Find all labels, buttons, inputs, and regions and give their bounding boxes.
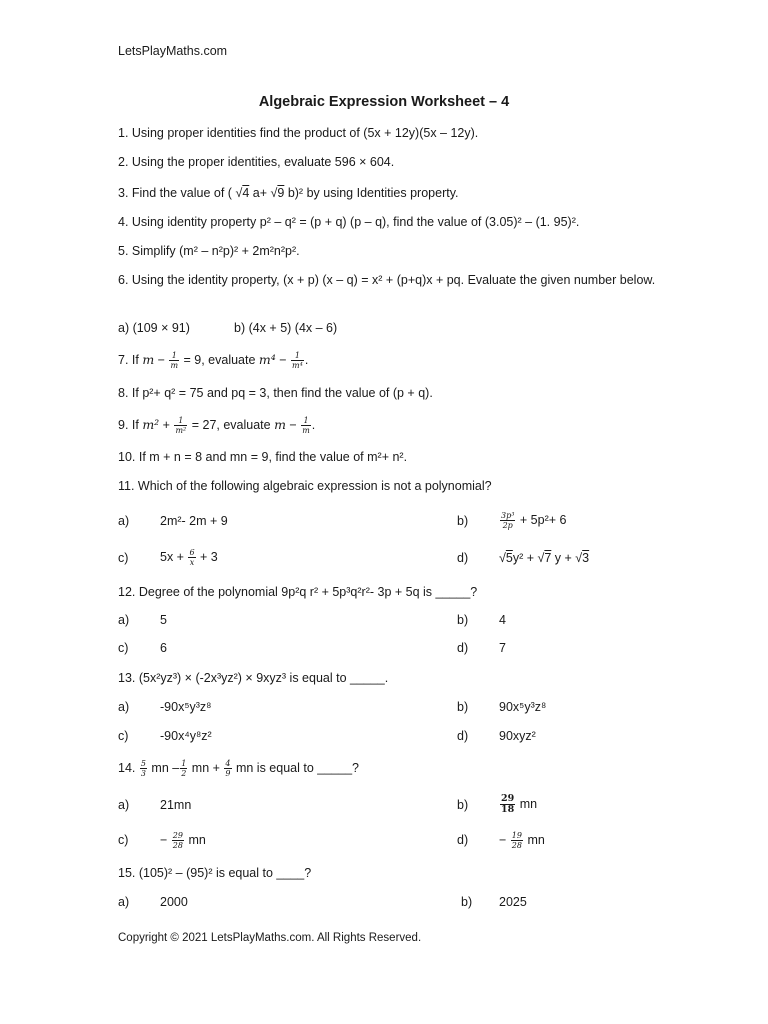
q14-value-a: 21mn bbox=[160, 798, 192, 812]
question-13: 13. (5x²yz³) × (-2x³yz²) × 9xyz³ is equal to _____. bbox=[118, 671, 389, 685]
q13-value-b: 90x⁵y³z⁸ bbox=[499, 700, 547, 714]
q13-label-c: c) bbox=[118, 729, 129, 743]
q12-label-a: a) bbox=[118, 613, 130, 627]
q12-label-d: d) bbox=[457, 641, 469, 655]
q14-label-b: b) bbox=[457, 798, 469, 812]
question-6: 6. Using the identity property, (x + p) (x – q) = x² + (p+q)x + pq. Evaluate the given number below. bbox=[118, 273, 656, 287]
q12-value-c: 6 bbox=[160, 641, 167, 655]
sqrt-icon: √ bbox=[575, 551, 583, 565]
q12-value-a: 5 bbox=[160, 613, 167, 627]
q15-label-a: a) bbox=[118, 895, 130, 909]
q13-label-d: d) bbox=[457, 729, 469, 743]
q14-label-d: d) bbox=[457, 833, 469, 847]
q15-value-a: 2000 bbox=[160, 895, 188, 909]
sqrt-icon: √ bbox=[270, 186, 278, 200]
question-14: 14. $\frac{5}{3}$ mn – $\frac{1}{2}$ mn + $\frac{4}{9}$ mn is equal to _____? bbox=[118, 759, 359, 779]
q11-value-c: 5x + $\frac{6}{x}$ + 3 bbox=[160, 548, 218, 568]
copyright-footer: Copyright © 2021 LetsPlayMaths.com. All Rights Reserved. bbox=[118, 932, 422, 944]
question-9: 9. If m² + $\frac{1}{\text{m²}}$ = 27, evaluate m − $\frac{1}{m}$ . bbox=[118, 416, 316, 436]
question-1: 1. Using proper identities find the product of (5x + 12y)(5x – 12y). bbox=[118, 126, 479, 140]
q12-value-b: 4 bbox=[499, 613, 506, 627]
question-7: 7. If m − $\frac{1}{m}$ = 9, evaluate m⁴ − $\frac{1}{\text{m⁴}}$ . bbox=[118, 351, 309, 371]
q13-value-a: -90x⁵y³z⁸ bbox=[160, 700, 212, 714]
q11-value-b: $\frac{\text{3p³}}{2p}$ + 5p²+ 6 bbox=[501, 511, 567, 531]
question-10: 10. If m + n = 8 and mn = 9, find the value of m²+ n². bbox=[118, 450, 408, 464]
question-11: 11. Which of the following algebraic expression is not a polynomial? bbox=[118, 479, 492, 493]
q13-value-d: 90xyz² bbox=[499, 729, 536, 743]
question-2: 2. Using the proper identities, evaluate 596 × 604. bbox=[118, 155, 395, 169]
q13-value-c: -90x⁴y⁸z² bbox=[160, 729, 212, 743]
question-8: 8. If p²+ q² = 75 and pq = 3, then find the value of (p + q). bbox=[118, 386, 433, 400]
question-3: 3. Find the value of ( √4 a+ √9 b)² by using Identities property. bbox=[118, 186, 459, 200]
sqrt-icon: √ bbox=[537, 551, 545, 565]
q15-value-b: 2025 bbox=[499, 895, 527, 909]
q14-value-b: $\frac{29}{18}$ mn bbox=[501, 793, 538, 816]
q11-label-a: a) bbox=[118, 514, 130, 528]
q11-label-d: d) bbox=[457, 551, 469, 565]
worksheet-title: Algebraic Expression Worksheet – 4 bbox=[258, 94, 510, 110]
q11-value-d: √5y² + √7 y + √3 bbox=[499, 551, 590, 565]
q6-option-b: b) (4x + 5) (4x – 6) bbox=[234, 321, 338, 335]
q13-label-a: a) bbox=[118, 700, 130, 714]
q14-label-a: a) bbox=[118, 798, 130, 812]
q14-value-d: − $\frac{19}{28}$ mn bbox=[499, 831, 545, 851]
sqrt-icon: √ bbox=[235, 186, 243, 200]
q12-value-d: 7 bbox=[499, 641, 506, 655]
question-5: 5. Simplify (m² – n²p)² + 2m²n²p². bbox=[118, 244, 300, 258]
q11-value-a: 2m²- 2m + 9 bbox=[160, 514, 228, 528]
site-name: LetsPlayMaths.com bbox=[118, 44, 228, 58]
q6-option-a: a) (109 × 91) bbox=[118, 321, 190, 335]
q15-label-b: b) bbox=[461, 895, 473, 909]
sqrt-icon: √ bbox=[499, 551, 506, 565]
q12-label-c: c) bbox=[118, 641, 129, 655]
question-15: 15. (105)² – (95)² is equal to ____? bbox=[118, 866, 312, 880]
q11-label-b: b) bbox=[457, 514, 469, 528]
q13-label-b: b) bbox=[457, 700, 469, 714]
q14-value-c: − $\frac{29}{28}$ mn bbox=[160, 831, 206, 851]
q12-label-b: b) bbox=[457, 613, 469, 627]
question-4: 4. Using identity property p² – q² = (p + q) (p – q), find the value of (3.05)² – (1. 95)². bbox=[118, 215, 580, 229]
q11-label-c: c) bbox=[118, 551, 129, 565]
question-12: 12. Degree of the polynomial 9p²q r² + 5p³q²r²- 3p + 5q is _____? bbox=[118, 585, 478, 599]
q14-label-c: c) bbox=[118, 833, 129, 847]
